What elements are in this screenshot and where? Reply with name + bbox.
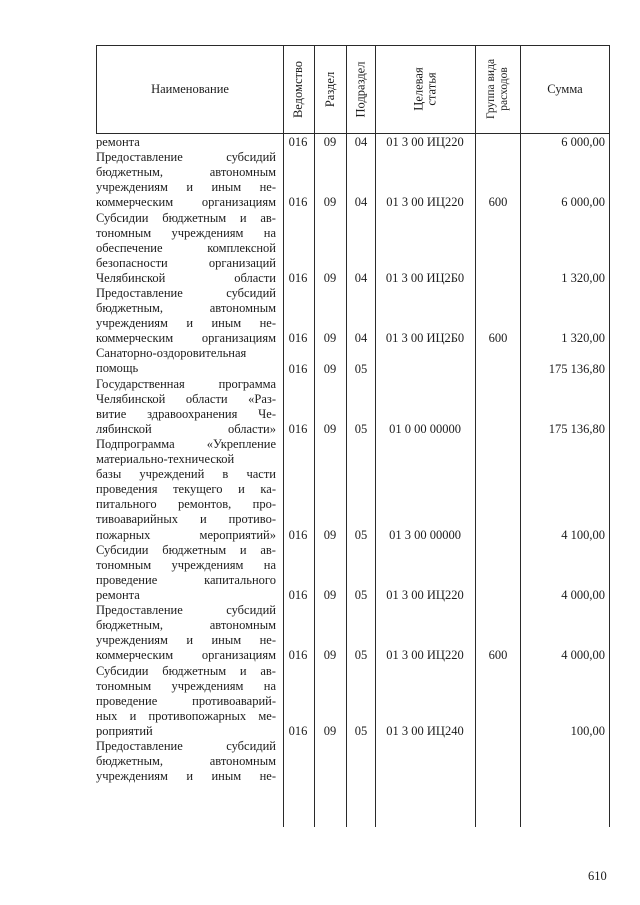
row-name xyxy=(96,346,276,376)
row-name-word: и xyxy=(186,316,194,331)
header-podrazdel xyxy=(347,45,375,133)
header-celevaya xyxy=(376,45,475,133)
row-name-word: не- xyxy=(259,316,276,331)
row-name-word: Челябинской xyxy=(96,391,166,406)
row-name-word: на xyxy=(263,678,276,693)
row-name-word: тивоаварийных xyxy=(96,512,179,527)
row-name-word: субсидий xyxy=(226,286,276,300)
row-name-line xyxy=(96,543,276,558)
row-name-line xyxy=(96,165,276,180)
row-name-line: Санаторно-оздоровительная xyxy=(96,346,247,361)
row-name-word: Предоставление xyxy=(96,150,183,165)
summa-cell: 1 320,00 xyxy=(561,331,605,346)
row-name-word: бюджетным xyxy=(162,210,227,225)
summa-cell: 175 136,80 xyxy=(548,361,605,376)
razdel-cell: 09 xyxy=(323,195,337,210)
podrazdel-cell: 05 xyxy=(354,588,368,602)
row-name-line: ремонта xyxy=(96,135,140,149)
row-name-word: противоаварий- xyxy=(192,693,276,708)
row-name-word: Предоставление xyxy=(96,286,183,300)
row-name-word: Субсидии xyxy=(96,210,149,225)
row-name-line xyxy=(96,497,276,512)
vedomstvo-cell: 016 xyxy=(288,270,308,285)
row-name-word: на xyxy=(263,225,276,240)
row-name-line: роприятий xyxy=(96,723,153,738)
row-name xyxy=(96,135,276,150)
row-name-word: питального xyxy=(96,497,157,512)
row-name-word: в xyxy=(222,467,229,482)
row-name-word: тономным xyxy=(96,557,152,572)
row-name-word: бюджетным, xyxy=(96,165,164,180)
row-name-word: области xyxy=(185,391,228,406)
row-name-line: коммерческим организациям xyxy=(96,331,276,346)
row-name-line: ремонта xyxy=(96,587,140,602)
row-name-word: ав- xyxy=(260,663,276,678)
row-name-word: учреждениям xyxy=(171,225,244,240)
row-name-word: ремонтов, xyxy=(178,497,232,512)
row-name-word: базы xyxy=(96,467,122,482)
header-bottom-border xyxy=(96,133,610,134)
row-name-line xyxy=(96,633,276,648)
vedomstvo-cell: 016 xyxy=(288,648,308,663)
row-name-line: учреждениям и иным не- xyxy=(96,769,276,784)
razdel-cell: 09 xyxy=(323,723,337,738)
row-name-line: помощь xyxy=(96,361,139,376)
row-name-word: иным xyxy=(211,316,242,331)
row-name-line xyxy=(96,392,276,407)
row-name-line xyxy=(96,679,276,694)
header-gruppa xyxy=(476,45,520,133)
row-name-line: материально-технической xyxy=(96,452,235,467)
row-name-word: организаций xyxy=(208,255,276,270)
row-name-word: проведение xyxy=(96,693,158,708)
row-name-word: и xyxy=(186,633,194,648)
row-name-word: субсидий xyxy=(226,150,276,165)
vedomstvo-cell: 016 xyxy=(288,723,308,738)
row-name-line xyxy=(96,467,276,482)
header-celevaya-line1: Целевая xyxy=(411,67,426,111)
row-name-word: капитального xyxy=(204,572,276,587)
row-name-word: ме- xyxy=(258,708,276,723)
row-name-word: и xyxy=(239,663,247,678)
table-right-border xyxy=(609,45,610,827)
razdel-cell: 09 xyxy=(323,527,337,542)
column-divider xyxy=(346,45,347,827)
row-name-word: учреждениям xyxy=(171,678,244,693)
row-name-word: тономным xyxy=(96,225,152,240)
row-name xyxy=(96,377,276,437)
row-name xyxy=(96,603,276,663)
row-name xyxy=(96,211,276,286)
header-summa xyxy=(521,45,609,133)
row-name-word: бюджетным, xyxy=(96,754,164,769)
row-name-line xyxy=(96,316,276,331)
row-name-word: учреждениям xyxy=(96,180,168,195)
row-name-word: бюджетным xyxy=(162,663,227,678)
razdel-cell: 09 xyxy=(323,421,337,436)
summa-cell: 1 320,00 xyxy=(561,270,605,285)
podrazdel-cell: 05 xyxy=(354,648,368,663)
row-name-word: ав- xyxy=(260,210,276,225)
header-name-label: Наименование xyxy=(151,81,229,96)
celevaya-cell: 01 3 00 ИЦ220 xyxy=(386,195,464,210)
row-name-word: «Укрепление xyxy=(206,437,276,451)
vedomstvo-cell: 016 xyxy=(288,527,308,542)
row-name-line xyxy=(96,603,276,618)
celevaya-cell: 01 3 00 ИЦ220 xyxy=(386,648,464,663)
row-name-word: противопожарных xyxy=(148,708,247,723)
podrazdel-cell: 04 xyxy=(354,135,368,149)
row-name-word: не- xyxy=(259,633,276,648)
row-name-line xyxy=(96,437,276,452)
row-name-line: коммерческим организациям xyxy=(96,195,276,210)
podrazdel-cell: 05 xyxy=(354,421,368,436)
summa-cell: 175 136,80 xyxy=(548,421,605,436)
row-name-word: проведения xyxy=(96,482,158,497)
header-celevaya-label xyxy=(413,67,439,110)
row-name-word: бюджетным, xyxy=(96,618,164,633)
row-name-word: и xyxy=(186,180,194,195)
celevaya-cell: 01 3 00 ИЦ240 xyxy=(386,723,464,738)
row-name-word: здравоохранения xyxy=(147,406,238,421)
row-name-line xyxy=(96,377,276,392)
row-name-word: Государственная xyxy=(96,376,185,391)
row-name-word: витие xyxy=(96,406,127,421)
gruppa-cell: 600 xyxy=(488,195,508,210)
row-name-word: Че- xyxy=(258,406,276,421)
row-name-word: иным xyxy=(211,633,242,648)
row-name-word: безопасности xyxy=(96,255,168,270)
row-name xyxy=(96,437,276,543)
row-name-line xyxy=(96,150,276,165)
row-name xyxy=(96,286,276,346)
row-name-word: не- xyxy=(259,180,276,195)
row-name-line xyxy=(96,301,276,316)
header-summa-label: Сумма xyxy=(547,81,583,96)
row-name-line xyxy=(96,618,276,633)
row-name-word: субсидий xyxy=(226,603,276,618)
row-name-line: коммерческим организациям xyxy=(96,648,276,663)
summa-cell: 4 100,00 xyxy=(561,527,605,542)
summa-cell: 4 000,00 xyxy=(561,648,605,663)
column-divider xyxy=(475,45,476,827)
celevaya-cell: 01 0 00 00000 xyxy=(389,421,461,436)
row-name-word: обеспечение xyxy=(96,240,163,255)
podrazdel-cell: 05 xyxy=(354,361,368,376)
row-name-line xyxy=(96,709,276,724)
row-name-word: учреждениям xyxy=(171,557,244,572)
row-name-word: «Раз- xyxy=(248,391,276,406)
row-name-word: Субсидии xyxy=(96,663,149,678)
row-name-line xyxy=(96,226,276,241)
row-name-line: пожарных мероприятий» xyxy=(96,527,276,542)
row-name-word: учреждений xyxy=(139,467,205,482)
summa-cell: 100,00 xyxy=(570,723,605,738)
celevaya-cell: 01 3 00 ИЦ220 xyxy=(386,588,464,602)
celevaya-cell: 01 3 00 ИЦ2Б0 xyxy=(385,331,465,346)
row-name-word: Субсидии xyxy=(96,542,149,557)
page-number: 610 xyxy=(588,869,607,883)
row-name-line xyxy=(96,573,276,588)
gruppa-cell: 600 xyxy=(488,648,508,663)
podrazdel-cell: 05 xyxy=(354,723,368,738)
row-name-word: автономным xyxy=(209,618,276,633)
row-name-word: ных xyxy=(96,708,118,723)
row-name xyxy=(96,543,276,603)
row-name-word: Подпрограмма xyxy=(96,437,175,451)
row-name-word: Предоставление xyxy=(96,603,183,618)
vedomstvo-cell: 016 xyxy=(288,195,308,210)
celevaya-cell: 01 3 00 ИЦ2Б0 xyxy=(385,270,465,285)
row-name-word: ав- xyxy=(260,542,276,557)
razdel-cell: 09 xyxy=(323,270,337,285)
header-razdel-label: Раздел xyxy=(323,71,338,107)
row-name-word: противо- xyxy=(228,512,276,527)
row-name-word: бюджетным xyxy=(162,542,227,557)
row-name-word: проведение xyxy=(96,572,158,587)
header-gruppa-line2: расходов xyxy=(498,67,511,111)
row-name-line xyxy=(96,754,276,769)
razdel-cell: 09 xyxy=(323,331,337,346)
podrazdel-cell: 04 xyxy=(354,270,368,285)
row-name-word: и xyxy=(239,210,247,225)
row-name-word: автономным xyxy=(209,301,276,316)
row-name-word: автономным xyxy=(209,165,276,180)
row-name-word: текущего xyxy=(173,482,223,497)
row-name-line xyxy=(96,739,276,754)
razdel-cell: 09 xyxy=(323,588,337,602)
header-razdel xyxy=(315,45,346,133)
podrazdel-cell: 05 xyxy=(354,527,368,542)
row-name-word: ка- xyxy=(260,482,276,497)
row-name-word: программа xyxy=(218,376,276,391)
row-name-line: лябинской области» xyxy=(96,421,276,436)
row-name-word: и xyxy=(199,512,207,527)
vedomstvo-cell: 016 xyxy=(288,331,308,346)
row-name-word: и xyxy=(238,482,245,497)
header-name xyxy=(97,45,283,133)
razdel-cell: 09 xyxy=(323,135,337,149)
row-name-line xyxy=(96,694,276,709)
header-podrazdel-label: Подраздел xyxy=(353,61,368,117)
row-name-word: Предоставление xyxy=(96,739,183,753)
row-name-line xyxy=(96,407,276,422)
header-celevaya-line2: статья xyxy=(424,72,439,106)
celevaya-cell: 01 3 00 00000 xyxy=(389,527,461,542)
summa-cell: 6 000,00 xyxy=(561,195,605,210)
row-name-line xyxy=(96,558,276,573)
summa-cell: 4 000,00 xyxy=(561,588,605,602)
row-name-word: части xyxy=(246,467,276,482)
gruppa-cell: 600 xyxy=(488,331,508,346)
row-name-word: учреждениям xyxy=(96,633,168,648)
row-name-line xyxy=(96,241,276,256)
vedomstvo-cell: 016 xyxy=(288,588,308,602)
row-name-line xyxy=(96,664,276,679)
header-gruppa-line1: Группа вида xyxy=(485,58,498,120)
row-name xyxy=(96,739,276,784)
row-name-word: и xyxy=(129,708,137,723)
row-name-line xyxy=(96,286,276,301)
row-name-line xyxy=(96,256,276,271)
vedomstvo-cell: 016 xyxy=(288,361,308,376)
razdel-cell: 09 xyxy=(323,361,337,376)
row-name-word: субсидий xyxy=(226,739,276,753)
row-name-word: и xyxy=(239,542,247,557)
row-name xyxy=(96,664,276,739)
row-name-word: на xyxy=(263,557,276,572)
column-divider xyxy=(314,45,315,827)
row-name xyxy=(96,150,276,210)
row-name-line: Челябинской области xyxy=(96,270,276,285)
summa-cell: 6 000,00 xyxy=(561,135,605,149)
row-name-word: бюджетным, xyxy=(96,301,164,316)
vedomstvo-cell: 016 xyxy=(288,135,308,149)
podrazdel-cell: 04 xyxy=(354,195,368,210)
row-name-word: автономным xyxy=(209,754,276,769)
row-name-word: иным xyxy=(211,180,242,195)
row-name-word: про- xyxy=(252,497,276,512)
razdel-cell: 09 xyxy=(323,648,337,663)
row-name-line xyxy=(96,211,276,226)
header-vedomstvo xyxy=(284,45,314,133)
header-vedomstvo-label: Ведомство xyxy=(291,60,306,118)
podrazdel-cell: 04 xyxy=(354,331,368,346)
row-name-line xyxy=(96,180,276,195)
row-name-word: тономным xyxy=(96,678,152,693)
row-name-word: комплексной xyxy=(207,240,276,255)
celevaya-cell: 01 3 00 ИЦ220 xyxy=(386,135,464,149)
row-name-line xyxy=(96,482,276,497)
row-name-word: учреждениям xyxy=(96,316,168,331)
row-name-line xyxy=(96,512,276,527)
header-gruppa-label xyxy=(485,59,511,119)
vedomstvo-cell: 016 xyxy=(288,421,308,436)
